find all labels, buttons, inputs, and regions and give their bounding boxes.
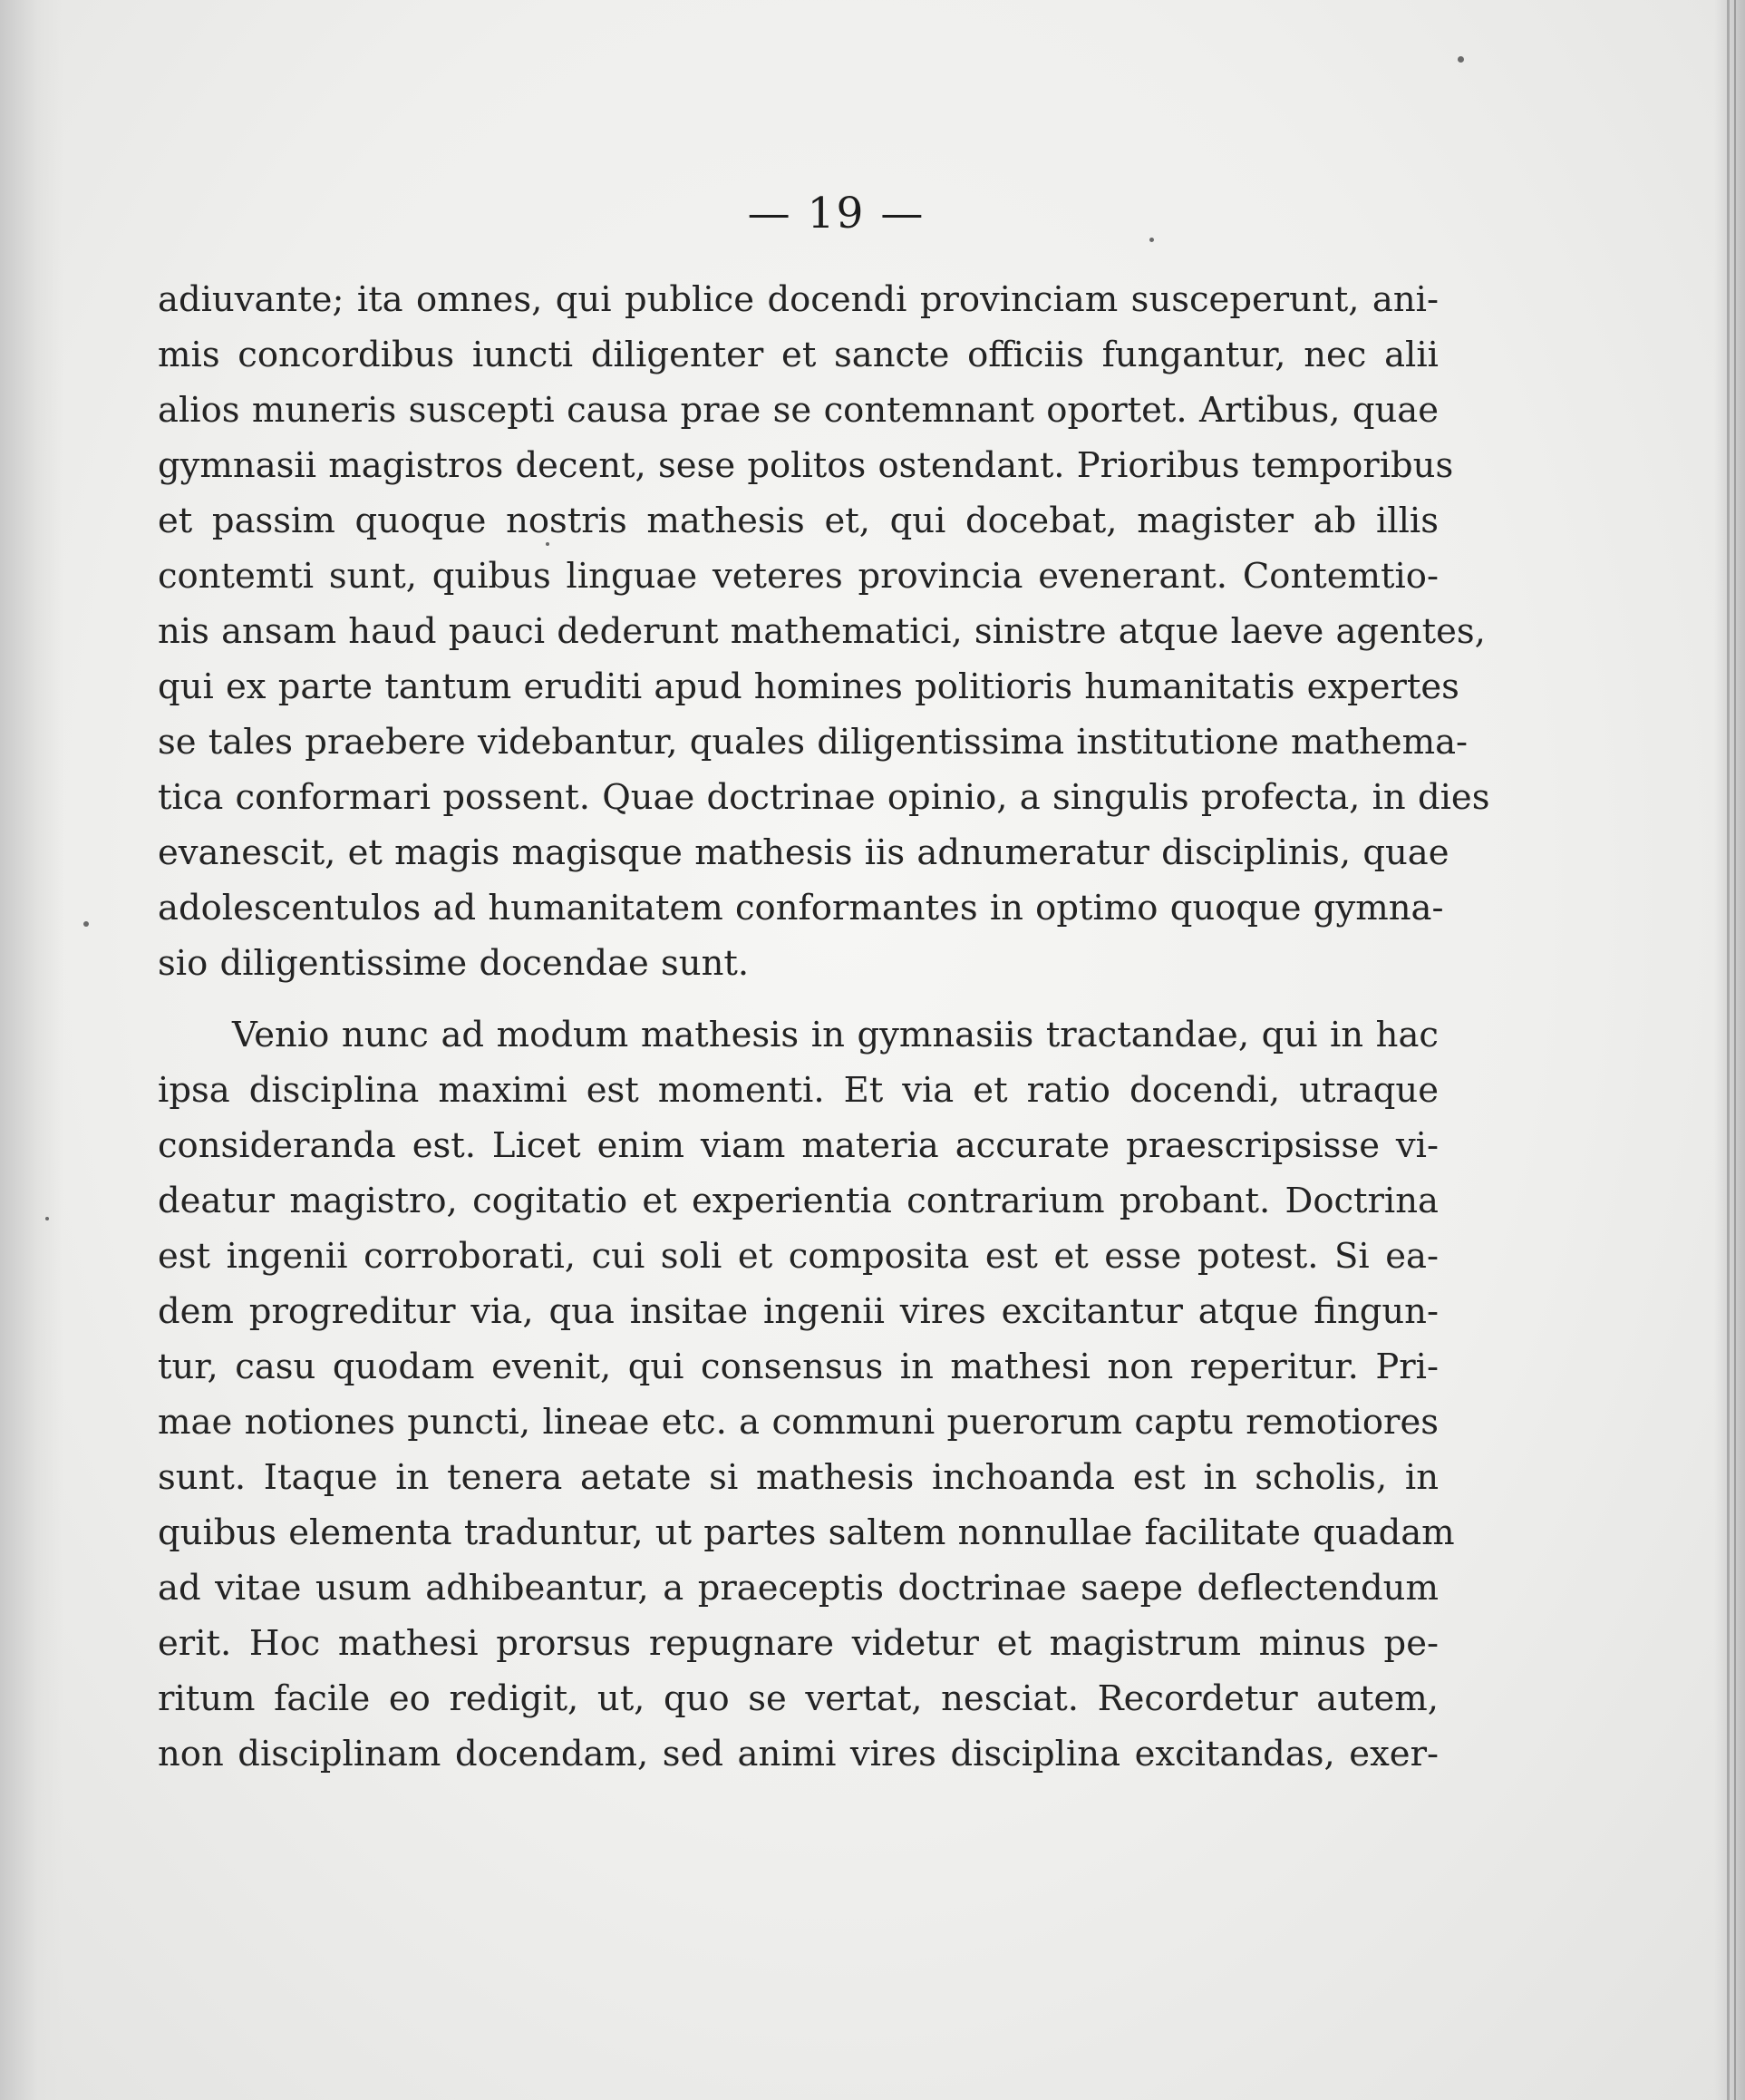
text-line: se tales praebere videbantur, quales diligentissima institutione mathema- <box>158 722 1469 763</box>
page-edge <box>1714 0 1745 2100</box>
text-line: mis concordibus iuncti diligenter et sancte officiis fungantur, nec alii <box>158 335 1439 375</box>
text-line: est ingenii corroborati, cui soli et composita est et esse potest. Si ea- <box>158 1236 1439 1277</box>
text-line: adolescentulos ad humanitatem conformantes in optimo quoque gymna- <box>158 888 1444 928</box>
text-line: Venio nunc ad modum mathesis in gymnasiis tractandae, qui in hac <box>232 1015 1439 1055</box>
text-line: consideranda est. Licet enim viam materia accurate praescripsisse vi- <box>158 1125 1439 1166</box>
text-line: non disciplinam docendam, sed animi vires disciplina excitandas, exer- <box>158 1734 1439 1774</box>
page-number: — 19 — <box>747 189 926 238</box>
text-line: tur, casu quodam evenit, qui consensus in mathesi non reperitur. Pri- <box>158 1347 1439 1387</box>
text-line: erit. Hoc mathesi prorsus repugnare videtur et magistrum minus pe- <box>158 1623 1439 1664</box>
paragraph-1 <box>158 272 1490 991</box>
text-line: adiuvante; ita omnes, qui publice docendi provinciam susceperunt, ani- <box>158 279 1439 320</box>
page-spine-shadow <box>0 0 63 2100</box>
text-line: sunt. Itaque in tenera aetate si mathesis inchoanda est in scholis, in <box>158 1457 1439 1498</box>
text-line: ad vitae usum adhibeantur, a praeceptis doctrinae saepe deflectendum <box>158 1568 1439 1609</box>
text-line: et passim quoque nostris mathesis et, qui docebat, magister ab illis <box>158 501 1439 541</box>
text-line: dem progreditur via, qua insitae ingenii vires excitantur atque fingun- <box>158 1291 1439 1332</box>
text-line: mae notiones puncti, lineae etc. a communi puerorum captu remotiores <box>158 1402 1439 1443</box>
paper-speck <box>1149 238 1154 242</box>
paragraph-gap <box>158 991 1439 1007</box>
text-line: ritum facile eo redigit, ut, quo se vertat, nesciat. Recordetur autem, <box>158 1678 1439 1719</box>
paragraph-2 <box>158 1007 1455 1782</box>
paper-speck <box>45 1217 49 1220</box>
paper-speck <box>1458 56 1464 63</box>
text-line: qui ex parte tantum eruditi apud homines politioris humanitatis expertes <box>158 666 1459 707</box>
text-line: alios muneris suscepti causa prae se contemnant oportet. Artibus, quae <box>158 390 1439 431</box>
text-line: ipsa disciplina maximi est momenti. Et via et ratio docendi, utraque <box>158 1070 1439 1111</box>
text-line: deatur magistro, cogitatio et experientia contrarium probant. Doctrina <box>158 1181 1439 1221</box>
text-line: sio diligentissime docendae sunt. <box>158 943 750 984</box>
paper-speck <box>83 921 89 927</box>
text-line: tica conformari possent. Quae doctrinae opinio, a singulis profecta, in dies <box>158 777 1490 818</box>
text-line: contemti sunt, quibus linguae veteres provincia evenerant. Contemtio- <box>158 556 1439 597</box>
body-text <box>158 272 1490 1782</box>
text-line: evanescit, et magis magisque mathesis iis adnumeratur disciplinis, quae <box>158 832 1449 873</box>
paper-speck <box>546 542 549 546</box>
text-line: quibus elementa traduntur, ut partes saltem nonnullae facilitate quadam <box>158 1512 1455 1553</box>
text-line: nis ansam haud pauci dederunt mathematici, sinistre atque laeve agentes, <box>158 611 1486 652</box>
text-line: gymnasii magistros decent, sese politos ostendant. Prioribus temporibus <box>158 445 1454 486</box>
